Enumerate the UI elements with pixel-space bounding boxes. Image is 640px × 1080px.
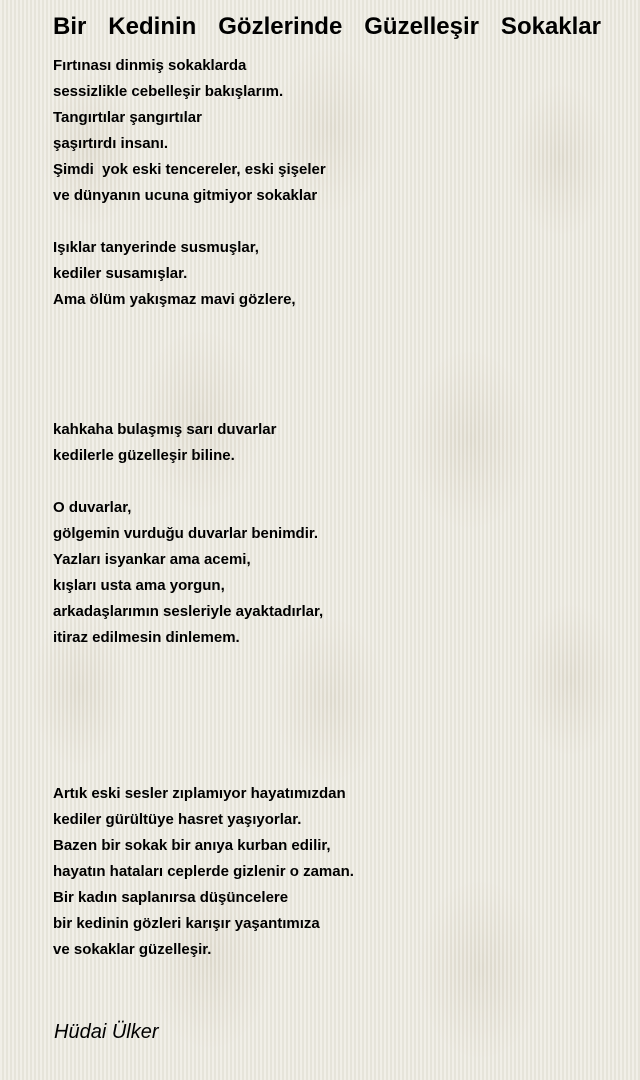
poem-blank-line xyxy=(53,209,613,235)
poem-line: sessizlikle cebelleşir bakışlarım. xyxy=(53,83,284,100)
poem-blank-line xyxy=(53,677,613,703)
poem-body xyxy=(53,53,613,963)
poem-blank-line xyxy=(53,365,613,391)
poem-blank-line xyxy=(53,313,613,339)
poem-line: kahkaha bulaşmış sarı duvarlar xyxy=(53,421,277,438)
poem-blank-line xyxy=(53,339,613,365)
poem-line: Bir kadın saplanırsa düşüncelere xyxy=(53,889,289,906)
poem-line: bir kedinin gözleri karışır yaşantımıza xyxy=(53,915,320,932)
poem-line: ve sokaklar güzelleşir. xyxy=(53,941,212,958)
poem-author: Hüdai Ülker xyxy=(54,1021,159,1043)
poem-blank-line xyxy=(53,755,613,781)
poem-line: Yazları isyankar ama acemi, xyxy=(53,551,251,568)
poem-line: Tangırtılar şangırtılar xyxy=(53,109,202,126)
poem-blank-line xyxy=(53,729,613,755)
poem-blank-line xyxy=(53,651,613,677)
poem-blank-line xyxy=(53,391,613,417)
poem-line: şaşırtırdı insanı. xyxy=(53,135,169,152)
poem-line: Ama ölüm yakışmaz mavi gözlere, xyxy=(53,291,296,308)
poem-line: itiraz edilmesin dinlemem. xyxy=(53,629,240,646)
poem-line: Fırtınası dinmiş sokaklarda xyxy=(53,57,247,74)
poem-line: O duvarlar, xyxy=(53,499,132,516)
poem-title: Bir Kedinin Gözlerinde Güzelleşir Sokaklar xyxy=(53,13,601,40)
poem-line: gölgemin vurduğu duvarlar benimdir. xyxy=(53,525,319,542)
poem-line: hayatın hataları ceplerde gizlenir o zaman. xyxy=(53,863,354,880)
poem-line: kediler susamışlar. xyxy=(53,265,188,282)
poem-line: kışları usta ama yorgun, xyxy=(53,577,225,594)
poem-line: arkadaşlarımın sesleriyle ayaktadırlar, xyxy=(53,603,324,620)
poem-line: Şimdi yok eski tencereler, eski şişeler xyxy=(53,161,326,178)
poem-blank-line xyxy=(53,703,613,729)
poem-blank-line xyxy=(53,469,613,495)
poem-line: ve dünyanın ucuna gitmiyor sokaklar xyxy=(53,187,318,204)
poem-line: kediler gürültüye hasret yaşıyorlar. xyxy=(53,811,302,828)
poem-line: kedilerle güzelleşir biline. xyxy=(53,447,235,464)
poem-line: Artık eski sesler zıplamıyor hayatımızdan xyxy=(53,785,346,802)
poem-line: Işıklar tanyerinde susmuşlar, xyxy=(53,239,259,256)
poem-line: Bazen bir sokak bir anıya kurban edilir, xyxy=(53,837,331,854)
